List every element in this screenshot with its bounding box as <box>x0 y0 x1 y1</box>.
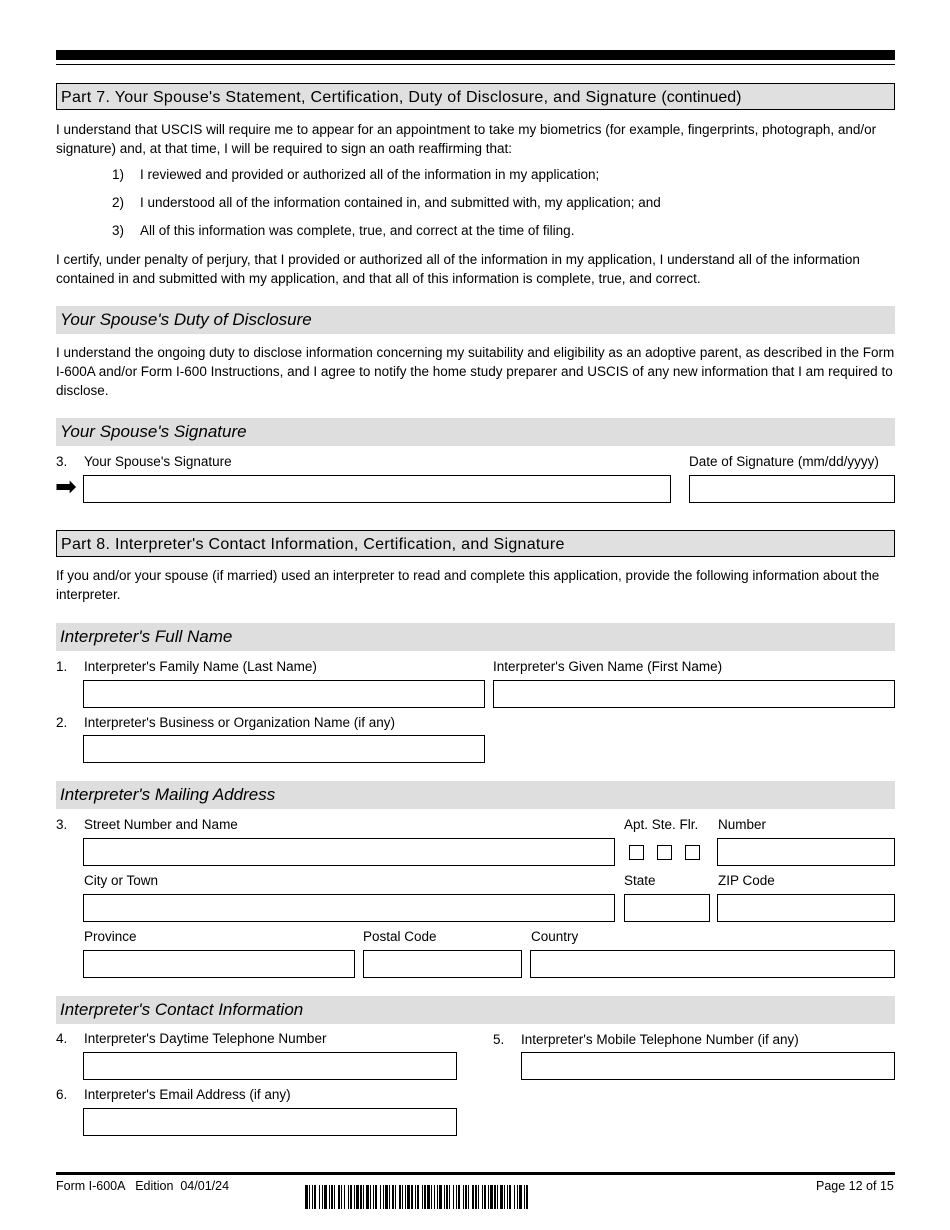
q5-number: 5. <box>493 1032 505 1047</box>
mobile-phone-field[interactable] <box>521 1052 895 1080</box>
street-field[interactable] <box>83 838 615 866</box>
part7-header-title: Part 7. Your Spouse's Statement, Certification, Duty of Disclosure, and Signature <box>61 89 657 106</box>
apt-checkbox[interactable] <box>629 845 644 860</box>
biometrics-intro: I understand that USCIS will require me to appear for an appointment to take my biometrics (for example, fingerprints, photograph, and/or signature) and, at that time, I will be required to sign an oath reaffirming that: <box>56 122 877 156</box>
country-field[interactable] <box>530 950 895 978</box>
certification-text: I certify, under penalty of perjury, that I provided or authorized all of the information in my application, I understand all of the information contained in and submitted with my application, and that all of this information is complete, true, and correct. <box>56 252 860 286</box>
zip-label: ZIP Code <box>718 873 775 888</box>
part7-header-suffix: (continued) <box>661 89 742 106</box>
signature-label: Your Spouse's Signature <box>84 454 232 469</box>
list-item: I understood all of the information contained in, and submitted with, my application; and <box>140 195 661 210</box>
province-field[interactable] <box>83 950 355 978</box>
city-field[interactable] <box>83 894 615 922</box>
given-name-field[interactable] <box>493 680 895 708</box>
arrow-right-icon: ➡ <box>55 472 77 502</box>
date-of-signature-field[interactable] <box>689 475 895 503</box>
postal-code-label: Postal Code <box>363 929 437 944</box>
barcode-icon <box>305 1185 713 1209</box>
apt-number-field[interactable] <box>717 838 895 866</box>
list-item-number: 2) <box>112 195 125 210</box>
flr-checkbox[interactable] <box>685 845 700 860</box>
family-name-label: Interpreter's Family Name (Last Name) <box>84 659 317 674</box>
form-edition: Form I-600A Edition 04/01/24 <box>56 1179 230 1193</box>
email-field[interactable] <box>83 1108 457 1136</box>
top-rule-thick <box>56 50 895 60</box>
q2-number: 2. <box>56 715 68 730</box>
list-item: I reviewed and provided or authorized all of the information in my application; <box>140 167 600 182</box>
duty-of-disclosure-text: I understand the ongoing duty to disclose information concerning my suitability and eligibility as an adoptive parent, as described in the Form I-600A and/or Form I-600 Instructions, and I agree to notify the home study preparer and USCIS of any new information that I am required to disclose. <box>56 345 895 398</box>
apt-ste-flr-label: Apt. Ste. Flr. <box>624 817 699 832</box>
signature-number: 3. <box>56 454 68 469</box>
email-label: Interpreter's Email Address (if any) <box>84 1087 291 1102</box>
city-label: City or Town <box>84 873 159 888</box>
q6-number: 6. <box>56 1087 68 1102</box>
list-item-number: 1) <box>112 167 125 182</box>
spouse-signature-header: Your Spouse's Signature <box>56 418 895 446</box>
part7-header <box>56 83 895 110</box>
top-rule-thin <box>56 64 895 65</box>
part8-intro: If you and/or your spouse (if married) used an interpreter to read and complete this application, provide the following information about the interpreter. <box>56 568 880 602</box>
province-label: Province <box>84 929 137 944</box>
page-number: Page 12 of 15 <box>816 1179 894 1193</box>
country-label: Country <box>531 929 579 944</box>
zip-field[interactable] <box>717 894 895 922</box>
spouse-signature-field[interactable] <box>83 475 671 503</box>
daytime-phone-label: Interpreter's Daytime Telephone Number <box>84 1031 327 1046</box>
date-of-signature-label: Date of Signature (mm/dd/yyyy) <box>689 454 879 469</box>
q3-number: 3. <box>56 817 68 832</box>
business-name-label: Interpreter's Business or Organization Name (if any) <box>84 715 395 730</box>
state-select[interactable] <box>624 894 710 922</box>
part8-header: Part 8. Interpreter's Contact Information, Certification, and Signature <box>56 530 895 557</box>
family-name-field[interactable] <box>83 680 485 708</box>
contact-information-header: Interpreter's Contact Information <box>56 996 895 1024</box>
mailing-address-header: Interpreter's Mailing Address <box>56 781 895 809</box>
list-item: All of this information was complete, true, and correct at the time of filing. <box>140 223 575 238</box>
list-item-number: 3) <box>112 223 125 238</box>
q1-number: 1. <box>56 659 68 674</box>
q4-number: 4. <box>56 1031 68 1046</box>
street-label: Street Number and Name <box>84 817 238 832</box>
given-name-label: Interpreter's Given Name (First Name) <box>493 659 723 674</box>
business-name-field[interactable] <box>83 735 485 763</box>
ste-checkbox[interactable] <box>657 845 672 860</box>
interpreter-full-name-header: Interpreter's Full Name <box>56 623 895 651</box>
number-label: Number <box>718 817 767 832</box>
state-label: State <box>624 873 656 888</box>
postal-code-field[interactable] <box>363 950 522 978</box>
footer-rule <box>56 1172 895 1175</box>
duty-of-disclosure-header: Your Spouse's Duty of Disclosure <box>56 306 895 334</box>
daytime-phone-field[interactable] <box>83 1052 457 1080</box>
mobile-phone-label: Interpreter's Mobile Telephone Number (if any) <box>521 1032 799 1047</box>
